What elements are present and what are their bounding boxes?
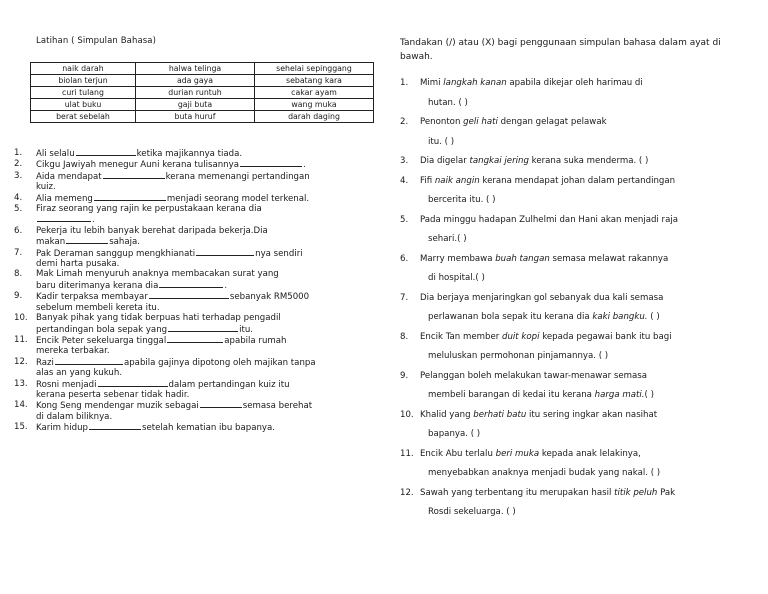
question-text-continued: sebelum membeli kereta itu. xyxy=(36,302,160,313)
question-number: 15. xyxy=(14,422,28,433)
idiom-phrase: naik angin xyxy=(434,175,480,186)
question-text-continued: . xyxy=(36,214,374,225)
question-text: Ali selalu ketika majikannya tiada. xyxy=(36,149,243,159)
question-text-continued: hutan. ( ) xyxy=(428,97,468,108)
fill-in-question xyxy=(14,269,374,291)
question-text: Dia berjaya menjaringkan gol sebanyak dua kali semasa xyxy=(420,292,664,303)
question-number: 5. xyxy=(400,214,409,225)
question-number: 1. xyxy=(14,148,23,158)
question-number: 11. xyxy=(14,334,28,345)
answer-blank xyxy=(167,335,223,343)
fill-in-question xyxy=(14,226,374,248)
question-number: 10. xyxy=(400,409,414,420)
answer-blank xyxy=(103,171,165,179)
idiom-cell: buta huruf xyxy=(136,111,255,123)
question-number: 2. xyxy=(400,117,409,127)
idiom-cell: berat sebelah xyxy=(31,111,136,123)
idiom-cell: durian runtuh xyxy=(136,87,255,99)
question-text-continued: kuiz. xyxy=(36,182,56,193)
question-number: 11. xyxy=(400,448,414,459)
true-false-question xyxy=(400,406,750,445)
question-text: Sawah yang terbentang itu merupakan hasil titik peluh Pak xyxy=(420,487,676,498)
idiom-table-row xyxy=(31,99,374,111)
question-number: 4. xyxy=(14,192,23,203)
fill-in-question xyxy=(14,357,374,379)
question-number: 8. xyxy=(400,331,409,342)
question-number: 10. xyxy=(14,313,28,324)
question-number: 3. xyxy=(400,156,409,166)
idiom-table xyxy=(30,62,374,123)
answer-blank xyxy=(240,159,302,167)
answer-blank xyxy=(94,193,166,201)
idiom-cell: curi tulang xyxy=(31,87,136,99)
question-text-continued: alas an yang kukuh. xyxy=(36,368,123,379)
question-text: Marry membawa buah tangan semasa melawat rakannya xyxy=(420,253,669,264)
idiom-cell: ulat buku xyxy=(31,99,136,111)
idiom-table-row xyxy=(31,75,374,87)
idiom-phrase: kaki bangku. xyxy=(592,312,648,322)
question-number: 1. xyxy=(400,78,409,88)
question-text-continued: pertandingan bola sepak yang itu. xyxy=(36,324,254,335)
question-number: 9. xyxy=(400,370,409,381)
question-text-continued: mereka terbakar. xyxy=(36,346,110,357)
idiom-phrase: tangkai jering xyxy=(469,156,529,166)
answer-blank xyxy=(37,214,91,222)
question-text: Firaz seorang yang rajin ke perpustakaan kerana dia xyxy=(36,204,262,215)
idiom-table-row xyxy=(31,111,374,123)
question-text-continued: itu. ( ) xyxy=(428,136,455,147)
question-number: 2. xyxy=(14,159,23,170)
question-text-continued: Rosdi sekeluarga. ( ) xyxy=(428,507,516,517)
idiom-cell: halwa telinga xyxy=(136,63,255,75)
idiom-cell: sebatang kara xyxy=(255,75,374,87)
idiom-cell: wang muka xyxy=(255,99,374,111)
question-text-continued: sehari.( ) xyxy=(428,234,467,244)
question-text: Pekerja itu lebih banyak berehat daripada bekerja.Dia xyxy=(36,225,268,236)
question-number: 6. xyxy=(14,225,23,236)
true-false-question xyxy=(400,172,750,211)
idiom-phrase: langkah kanan xyxy=(443,78,507,88)
question-text-continued: bapanya. ( ) xyxy=(428,429,481,439)
question-text: Alia memeng menjadi seorang model terkenal. xyxy=(36,193,310,204)
idiom-phrase: beri muka xyxy=(495,448,540,459)
question-text: Cikgu Jawiyah menegur Auni kerana tulisannya . xyxy=(36,160,306,171)
question-text-continued: baru diterimanya kerana dia . xyxy=(36,280,228,291)
fill-in-question xyxy=(14,171,374,193)
idiom-cell: naik darah xyxy=(31,63,136,75)
true-false-question xyxy=(400,74,750,113)
answer-blank xyxy=(196,248,254,256)
question-number: 7. xyxy=(14,247,23,258)
question-text: Dia digelar tangkai jering kerana suka menderma. ( ) xyxy=(420,156,649,166)
fill-in-question xyxy=(14,204,374,226)
idiom-phrase: harga mati. xyxy=(594,390,645,400)
question-number: 6. xyxy=(400,253,409,264)
question-text: Encik Peter sekeluarga tinggal apabila rumah xyxy=(36,335,287,346)
question-number: 4. xyxy=(400,175,409,186)
idiom-cell: ada gaya xyxy=(136,75,255,87)
question-number: 14. xyxy=(14,400,28,411)
answer-blank xyxy=(55,357,123,365)
question-text: Rosni menjadi dalam pertandingan kuiz itu xyxy=(36,379,290,390)
question-text: Kadir terpaksa membayar sebanyak RM5000 xyxy=(36,292,310,303)
question-text: Aida mendapat kerana memenangi pertandingan xyxy=(36,171,310,182)
answer-blank xyxy=(149,291,229,299)
question-text-continued: bercerita itu. ( ) xyxy=(428,195,496,205)
answer-blank xyxy=(89,422,141,430)
question-text: Razi apabila gajinya dipotong oleh majikan tanpa xyxy=(36,357,316,368)
question-text-continued: meluluskan permohonan pinjamannya. ( ) xyxy=(428,351,609,361)
true-false-question xyxy=(400,328,750,367)
answer-blank xyxy=(200,400,242,408)
true-false-question xyxy=(400,445,750,484)
fill-in-question-list xyxy=(14,148,374,434)
question-text: Encik Abu terlalu beri muka kepada anak lelakinya, xyxy=(420,448,641,459)
fill-in-question xyxy=(14,159,374,170)
question-number: 13. xyxy=(14,378,28,389)
question-number: 12. xyxy=(14,356,28,367)
worksheet-title: Latihan ( Simpulan Bahasa) xyxy=(36,36,157,46)
question-text-continued: di dalam biliknya. xyxy=(36,411,113,422)
true-false-question-list xyxy=(400,74,750,523)
question-text: Karim hidup setelah kematian ibu bapanya. xyxy=(36,423,276,434)
idiom-phrase: titik peluh xyxy=(614,487,658,498)
idiom-cell: sehelai sepinggang xyxy=(255,63,374,75)
question-number: 3. xyxy=(14,170,23,181)
true-false-question xyxy=(400,211,750,250)
answer-blank xyxy=(168,324,238,332)
answer-blank xyxy=(66,236,108,244)
idiom-phrase: berhati batu xyxy=(473,409,527,420)
fill-in-question xyxy=(14,193,374,204)
fill-in-question xyxy=(14,422,374,433)
true-false-question xyxy=(400,250,750,289)
fill-in-question xyxy=(14,313,374,335)
idiom-phrase: geli hati xyxy=(463,117,498,127)
question-number: 5. xyxy=(14,204,23,215)
idiom-table-row xyxy=(31,87,374,99)
question-text-continued: perlawanan bola sepak itu kerana dia kaki bangku. ( ) xyxy=(428,312,660,322)
idiom-table-row xyxy=(31,63,374,75)
answer-blank xyxy=(76,148,136,156)
fill-in-question xyxy=(14,379,374,401)
idiom-cell: darah daging xyxy=(255,111,374,123)
question-text-continued: membeli barangan di kedai itu kerana harga mati.( ) xyxy=(428,390,654,400)
true-false-question xyxy=(400,484,750,523)
fill-in-question xyxy=(14,400,374,422)
question-text: Pelanggan boleh melakukan tawar-menawar semasa xyxy=(420,370,648,381)
fill-in-question xyxy=(14,248,374,270)
fill-in-question xyxy=(14,335,374,357)
idiom-phrase: duit kopi xyxy=(502,331,540,342)
idiom-phrase: buah tangan xyxy=(495,253,550,264)
question-text: Mak Limah menyuruh anaknya membacakan surat yang xyxy=(36,269,279,280)
true-false-section xyxy=(400,36,750,523)
fill-in-question xyxy=(14,291,374,313)
answer-blank xyxy=(98,379,168,387)
true-false-question xyxy=(400,367,750,406)
question-number: 12. xyxy=(400,487,414,498)
question-text: Khalid yang berhati batu itu sering ingkar akan nasihat xyxy=(420,409,658,420)
question-text-continued: di hospital.( ) xyxy=(428,273,485,283)
question-text: Fifi naik angin kerana mendapat johan dalam pertandingan xyxy=(420,175,676,186)
idiom-cell: gaji buta xyxy=(136,99,255,111)
question-text-continued: menyebabkan anaknya menjadi budak yang nakal. ( ) xyxy=(428,468,661,478)
true-false-question xyxy=(400,289,750,328)
true-false-question xyxy=(400,113,750,152)
question-text-continued: makan sahaja. xyxy=(36,237,141,248)
idiom-cell: biolan terjun xyxy=(31,75,136,87)
question-text-continued: kerana peserta sebenar tidak hadir. xyxy=(36,389,190,400)
question-text: Kong Seng mendengar muzik sebagai semasa berehat xyxy=(36,401,313,412)
question-number: 9. xyxy=(14,291,23,302)
true-false-question xyxy=(400,152,750,172)
question-text: Encik Tan member duit kopi kepada pegawai bank itu bagi xyxy=(420,331,672,342)
answer-blank xyxy=(159,280,223,288)
question-text: Mimi langkah kanan apabila dikejar oleh harimau di xyxy=(420,78,643,88)
question-number: 7. xyxy=(400,292,409,303)
question-text: Pada minggu hadapan Zulhelmi dan Hani akan menjadi raja xyxy=(420,214,678,225)
instruction-text: Tandakan (/) atau (X) bagi penggunaan simpulan bahasa dalam ayat di bawah. xyxy=(400,38,721,62)
question-text: Penonton geli hati dengan gelagat pelawak xyxy=(420,117,607,127)
question-text-continued: demi harta pusaka. xyxy=(36,259,120,270)
fill-in-question xyxy=(14,148,374,159)
question-text: Banyak pihak yang tidak berpuas hati terhadap pengadil xyxy=(36,313,281,324)
question-number: 8. xyxy=(14,269,23,280)
idiom-cell: cakar ayam xyxy=(255,87,374,99)
question-text: Pak Deraman sanggup mengkhianati nya sendiri xyxy=(36,248,303,259)
